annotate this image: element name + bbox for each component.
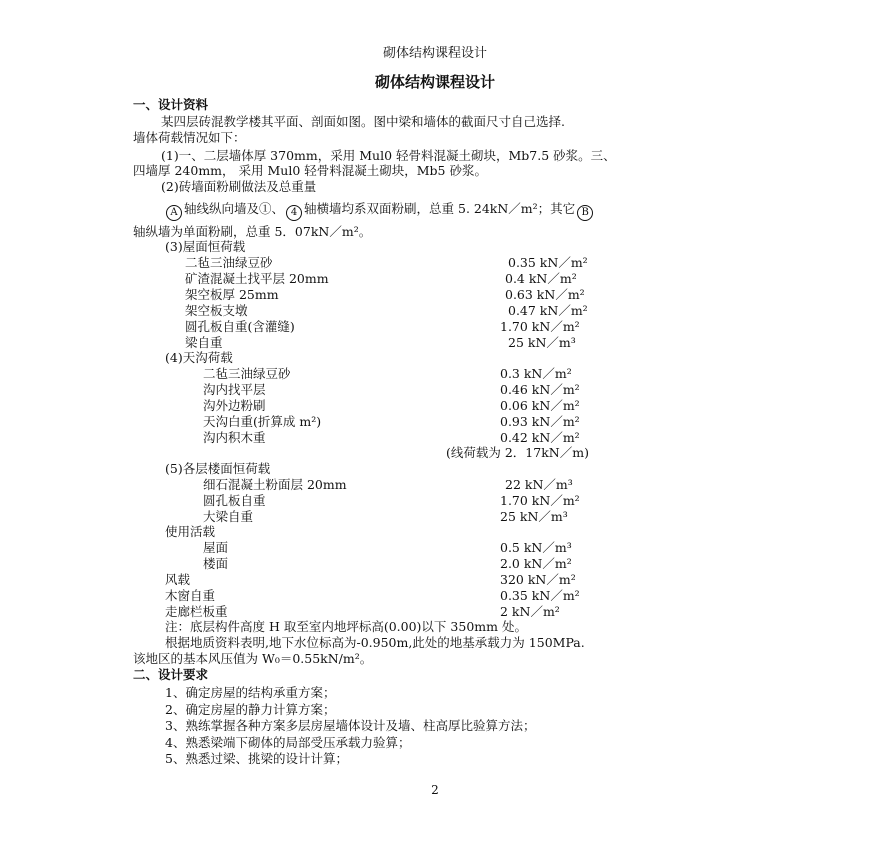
- roof-heading: (3)屋面恒荷载: [165, 239, 246, 254]
- list-item-value: 2.0 kN／m²: [500, 556, 572, 571]
- list-item-label: 楼面: [203, 556, 229, 571]
- list-item-value: 1.70 kN／m²: [500, 319, 580, 334]
- list-item: 5、熟悉过梁、挑梁的设计计算；: [165, 751, 348, 766]
- list-item-label: 架空板支墩: [185, 303, 248, 318]
- list-item-label: 圆孔板自重(含灌缝): [185, 319, 295, 334]
- list-item: 4、熟悉梁端下砌体的局部受压承载力验算；: [165, 735, 411, 750]
- list-item-value: 0.4 kN／m²: [505, 271, 577, 286]
- paragraph-4-part-b: 轴横墙均系双面粉刷，总重 5. 24kN／m²；其它: [304, 201, 576, 216]
- axis-b-marker: B: [577, 205, 593, 221]
- note-1: 注：底层构件高度 H 取至室内地坪标高(0.00)以下 350mm 处。: [165, 619, 527, 634]
- list-item-value: 1.70 kN／m²: [500, 493, 580, 508]
- paragraph-4-part-a: 轴线纵向墙及①、: [184, 201, 285, 216]
- axis-4-marker: 4: [286, 205, 302, 221]
- paragraph-2b: 四墙厚 240mm， 采用 Mul0 轻骨料混凝土砌块，Mb5 砂浆。: [133, 163, 487, 178]
- list-item-label: 沟内积木重: [203, 430, 266, 445]
- paragraph-4c: 轴纵墙为单面粉刷，总重 5．07kN／m²。: [133, 224, 372, 239]
- list-item-value: 0.93 kN／m²: [500, 414, 580, 429]
- section-2-heading: 二、设计要求: [133, 667, 209, 682]
- list-item-label: 屋面: [203, 540, 229, 555]
- list-item-label: 梁自重: [185, 335, 223, 350]
- live-load-heading: 使用活载: [165, 524, 216, 539]
- list-item-value: 0.42 kN／m²: [500, 430, 580, 445]
- gutter-note: (线荷载为 2．17kN／m): [446, 445, 589, 460]
- list-item-label: 二毡三油绿豆砂: [203, 366, 291, 381]
- list-item-label: 走廊栏板重: [165, 604, 228, 619]
- list-item-label: 细石混凝土粉面层 20mm: [203, 477, 347, 492]
- list-item-value: 0.35 kN／m²: [508, 255, 588, 270]
- list-item-value: 0.35 kN／m²: [500, 588, 580, 603]
- floor-heading: (5)各层楼面恒荷载: [165, 461, 271, 476]
- axis-a-marker: A: [166, 205, 182, 221]
- page-header: 砌体结构课程设计: [382, 46, 487, 61]
- list-item-label: 大梁自重: [203, 509, 254, 524]
- paragraph-1a: 某四层砖混教学楼其平面、剖面如图。图中梁和墙体的截面尺寸自己选择.: [161, 114, 565, 129]
- list-item-label: 二毡三油绿豆砂: [185, 255, 273, 270]
- list-item-label: 木窗自重: [165, 588, 216, 603]
- list-item-value: 0.3 kN／m²: [500, 366, 572, 381]
- list-item-value: 25 kN／m³: [508, 335, 576, 350]
- list-item-label: 沟内找平层: [203, 382, 266, 397]
- list-item-value: 0.46 kN／m²: [500, 382, 580, 397]
- gutter-heading: (4)天沟荷载: [165, 350, 233, 365]
- paragraph-3: (2)砖墙面粉刷做法及总重量: [161, 179, 317, 194]
- list-item-label: 矿渣混凝土找平层 20mm: [185, 271, 329, 286]
- list-item-value: 0.06 kN／m²: [500, 398, 580, 413]
- paragraph-2a: (1)一、二层墙体厚 370mm，采用 Mul0 轻骨料混凝土砌块，Mb7.5 砂浆。三、: [161, 148, 616, 163]
- paragraph-1b: 墙体荷载情况如下：: [133, 130, 246, 145]
- list-item-value: 2 kN／m²: [500, 604, 560, 619]
- list-item-value: 0.47 kN／m²: [508, 303, 588, 318]
- list-item-value: 22 kN／m³: [505, 477, 573, 492]
- list-item: 1、确定房屋的结构承重方案；: [165, 685, 336, 700]
- page-number: 2: [431, 783, 439, 797]
- document-title: 砌体结构课程设计: [374, 73, 495, 91]
- list-item-value: 0.5 kN／m³: [500, 540, 572, 555]
- list-item-label: 沟外边粉刷: [203, 398, 266, 413]
- paragraph-4: [164, 203, 595, 221]
- list-item-label: 架空板厚 25mm: [185, 287, 279, 302]
- list-item-label: 风载: [165, 572, 191, 587]
- list-item: 2、确定房屋的静力计算方案；: [165, 702, 336, 717]
- list-item: 3、熟练掌握各种方案多层房屋墙体设计及墙、柱高厚比验算方法；: [165, 718, 536, 733]
- list-item-value: 320 kN／m²: [500, 572, 576, 587]
- list-item-value: 0.63 kN／m²: [505, 287, 585, 302]
- section-1-heading: 一、设计资料: [133, 97, 209, 112]
- note-3: 该地区的基本风压值为 W₀＝0.55kN/m²。: [133, 651, 373, 666]
- list-item-label: 天沟白重(折算成 m²): [203, 414, 322, 429]
- list-item-label: 圆孔板自重: [203, 493, 266, 508]
- note-2: 根据地质资料表明,地下水位标高为-0.950m,此处的地基承载力为 150MPa.: [165, 635, 585, 650]
- list-item-value: 25 kN／m³: [500, 509, 568, 524]
